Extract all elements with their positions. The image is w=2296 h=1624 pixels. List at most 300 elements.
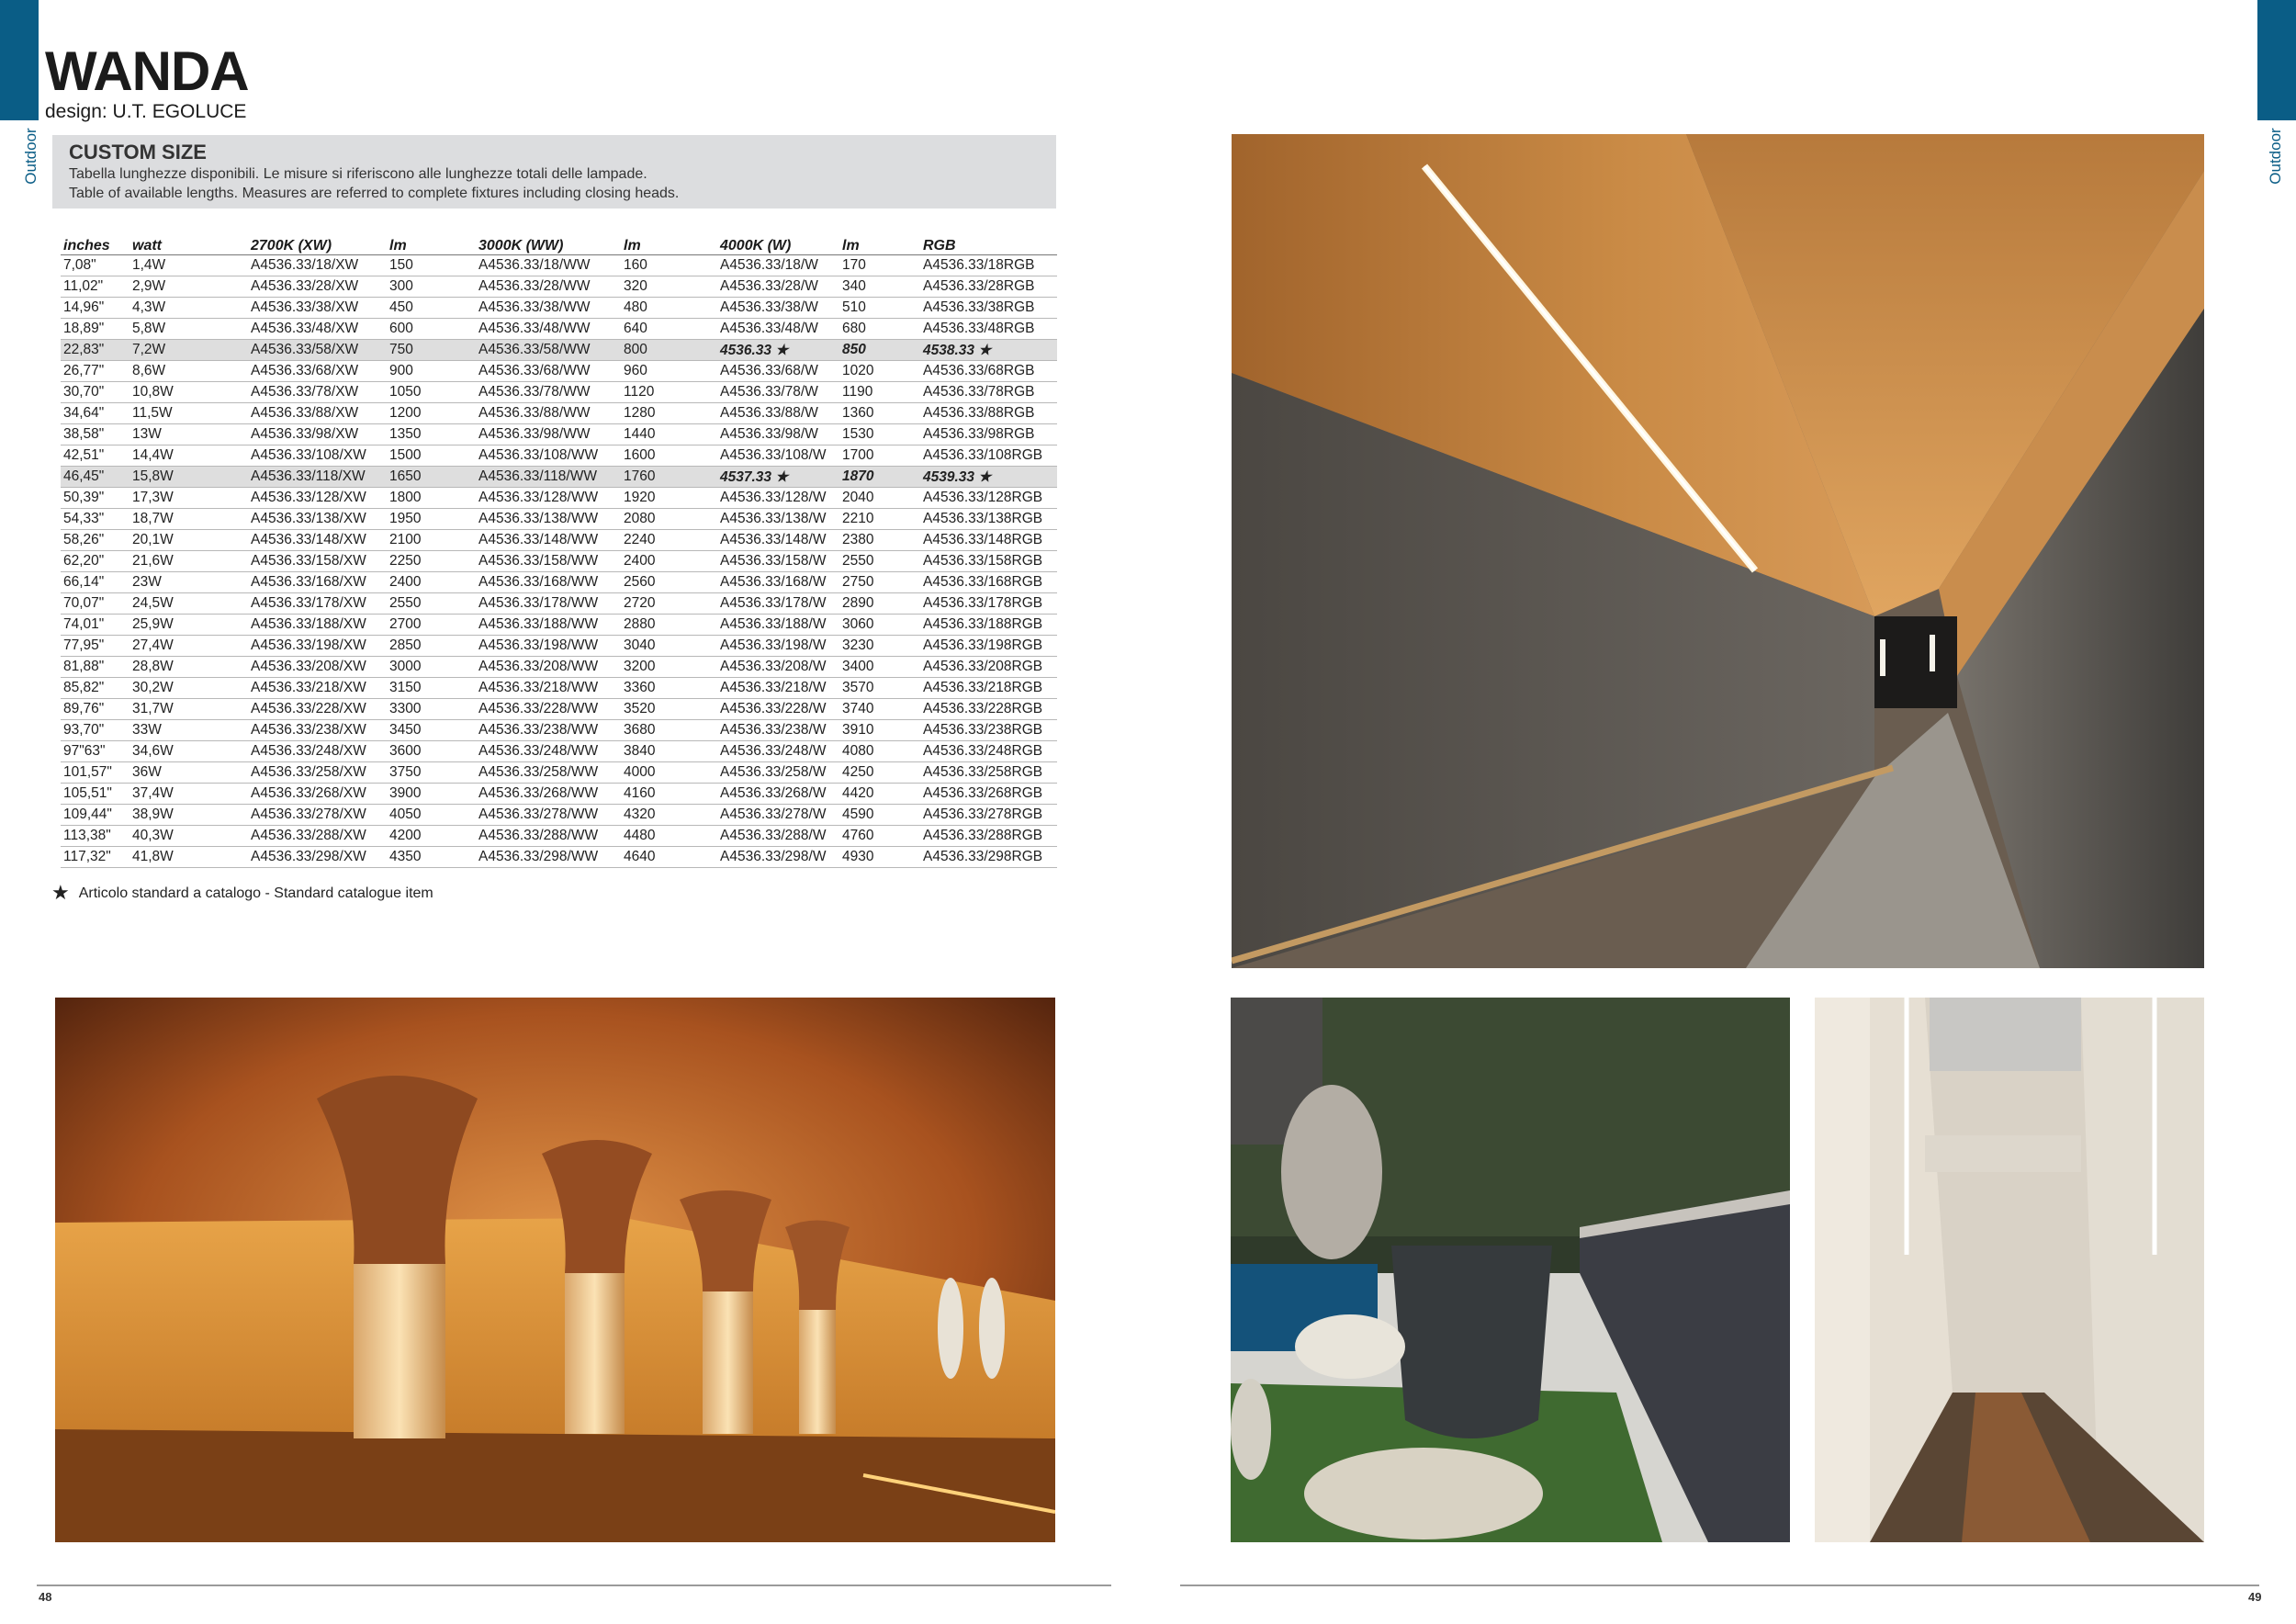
table-cell: A4536.33/58/XW (248, 340, 387, 361)
table-cell: 320 (621, 276, 717, 298)
table-cell: 3300 (387, 699, 476, 720)
table-row (61, 699, 1057, 720)
table-cell: A4536.33/248RGB (920, 741, 1057, 762)
table-cell: 2880 (621, 615, 717, 636)
table-cell: A4536.33/248/XW (248, 741, 387, 762)
table-cell: 62,20" (61, 551, 129, 572)
table-cell: 800 (621, 340, 717, 361)
table-cell: 4160 (621, 784, 717, 805)
footnote (51, 881, 433, 905)
table-cell: 960 (621, 361, 717, 382)
table-row (61, 741, 1057, 762)
table-cell: 36W (129, 762, 248, 784)
table-cell: 38,58" (61, 424, 129, 445)
table-cell: 23W (129, 572, 248, 593)
table-cell: 54,33" (61, 509, 129, 530)
table-cell: 2560 (621, 572, 717, 593)
table-cell: A4536.33/278/WW (476, 805, 621, 826)
table-cell: A4536.33/288RGB (920, 826, 1057, 847)
table-row (61, 403, 1057, 424)
table-cell: 8,6W (129, 361, 248, 382)
table-cell: A4536.33/218/W (717, 678, 839, 699)
table-cell: A4536.33/158/XW (248, 551, 387, 572)
table-cell: 28,8W (129, 657, 248, 678)
table-row (61, 826, 1057, 847)
table-row (61, 340, 1057, 361)
table-cell: 50,39" (61, 488, 129, 509)
table-cell: 2700 (387, 615, 476, 636)
table-row (61, 255, 1057, 276)
table-row (61, 657, 1057, 678)
table-cell: 2210 (839, 509, 920, 530)
table-cell: 31,7W (129, 699, 248, 720)
table-cell: 1120 (621, 382, 717, 403)
table-cell: A4536.33/28RGB (920, 276, 1057, 298)
table-cell: 4320 (621, 805, 717, 826)
table-cell: 450 (387, 298, 476, 319)
table-cell: A4536.33/18/XW (248, 255, 387, 276)
table-cell: 2750 (839, 572, 920, 593)
table-cell: 21,6W (129, 551, 248, 572)
table-cell: 4930 (839, 847, 920, 868)
table-cell: A4536.33/48RGB (920, 319, 1057, 340)
table-cell: 3040 (621, 636, 717, 657)
column-header: 4000K (W) (717, 238, 839, 255)
custom-size-line-en: Table of available lengths. Measures are referred to complete fixtures including closing heads. (69, 186, 680, 201)
table-cell: A4536.33/178RGB (920, 593, 1057, 615)
table-cell: 640 (621, 319, 717, 340)
table-cell: 1280 (621, 403, 717, 424)
table-cell: A4536.33/158/WW (476, 551, 621, 572)
table-cell: A4536.33/298/XW (248, 847, 387, 868)
table-row (61, 361, 1057, 382)
table-cell: 4420 (839, 784, 920, 805)
table-cell: 20,1W (129, 530, 248, 551)
table-cell: 1800 (387, 488, 476, 509)
table-cell: 4250 (839, 762, 920, 784)
table-cell: A4536.33/198RGB (920, 636, 1057, 657)
table-row (61, 551, 1057, 572)
table-cell: A4536.33/198/XW (248, 636, 387, 657)
table-cell: 46,45" (61, 467, 129, 488)
table-cell: 18,7W (129, 509, 248, 530)
custom-size-heading: CUSTOM SIZE (69, 141, 207, 164)
table-cell: 25,9W (129, 615, 248, 636)
table-cell: A4536.33/68/W (717, 361, 839, 382)
table-cell: 1350 (387, 424, 476, 445)
page-number-right: 49 (2248, 1590, 2262, 1604)
lengths-table (61, 238, 1057, 868)
column-header: lm (839, 238, 920, 255)
table-cell: A4536.33/108/XW (248, 445, 387, 467)
table-cell: A4536.33/148/W (717, 530, 839, 551)
table-cell: 2250 (387, 551, 476, 572)
table-cell: 1,4W (129, 255, 248, 276)
table-cell: A4536.33/228/W (717, 699, 839, 720)
table-cell: A4536.33/68/WW (476, 361, 621, 382)
table-cell: A4536.33/18RGB (920, 255, 1057, 276)
table-cell: 300 (387, 276, 476, 298)
table-row (61, 805, 1057, 826)
table-cell: A4536.33/128/W (717, 488, 839, 509)
table-cell: 7,08" (61, 255, 129, 276)
table-cell: 2720 (621, 593, 717, 615)
table-cell: A4536.33/28/XW (248, 276, 387, 298)
footnote-text: Articolo standard a catalogo - Standard catalogue item (78, 885, 433, 901)
table-cell: A4536.33/198/W (717, 636, 839, 657)
table-cell: 3680 (621, 720, 717, 741)
table-cell: A4536.33/48/W (717, 319, 839, 340)
table-cell: A4536.33/208/WW (476, 657, 621, 678)
table-cell: A4536.33/148RGB (920, 530, 1057, 551)
table-cell: 77,95" (61, 636, 129, 657)
table-cell: A4536.33/268/WW (476, 784, 621, 805)
table-cell: A4536.33/228/XW (248, 699, 387, 720)
table-cell: A4536.33/168/WW (476, 572, 621, 593)
table-row (61, 720, 1057, 741)
table-cell: 4000 (621, 762, 717, 784)
table-cell: A4536.33/18/W (717, 255, 839, 276)
table-cell: A4536.33/148/XW (248, 530, 387, 551)
table-cell: 3000 (387, 657, 476, 678)
table-cell: 4480 (621, 826, 717, 847)
table-cell: A4536.33/288/WW (476, 826, 621, 847)
table-cell: A4536.33/278RGB (920, 805, 1057, 826)
table-cell: A4536.33/168/XW (248, 572, 387, 593)
table-cell: 2400 (387, 572, 476, 593)
table-cell: 3230 (839, 636, 920, 657)
table-cell: A4536.33/248/WW (476, 741, 621, 762)
table-cell: 74,01" (61, 615, 129, 636)
section-label-left: Outdoor (22, 128, 39, 185)
table-cell: 1870 (839, 467, 920, 488)
table-row (61, 593, 1057, 615)
table-cell: 4,3W (129, 298, 248, 319)
table-cell: A4536.33/178/XW (248, 593, 387, 615)
table-cell: 15,8W (129, 467, 248, 488)
table-cell: 10,8W (129, 382, 248, 403)
table-cell: 34,6W (129, 741, 248, 762)
table-cell: A4536.33/98RGB (920, 424, 1057, 445)
table-cell: 160 (621, 255, 717, 276)
table-cell: 97"63" (61, 741, 129, 762)
table-cell: 37,4W (129, 784, 248, 805)
table-cell: 3740 (839, 699, 920, 720)
table-cell: 1600 (621, 445, 717, 467)
table-cell: 7,2W (129, 340, 248, 361)
designer-credit: design: U.T. EGOLUCE (45, 101, 247, 122)
table-cell: A4536.33/268/XW (248, 784, 387, 805)
table-cell: A4536.33/258/WW (476, 762, 621, 784)
table-cell: 14,96" (61, 298, 129, 319)
table-cell: 4590 (839, 805, 920, 826)
table-cell: A4536.33/48/XW (248, 319, 387, 340)
table-cell: A4536.33/218/XW (248, 678, 387, 699)
table-cell: 42,51" (61, 445, 129, 467)
table-cell: 3060 (839, 615, 920, 636)
table-cell: 150 (387, 255, 476, 276)
table-cell: A4536.33/188/XW (248, 615, 387, 636)
table-cell: A4536.33/208RGB (920, 657, 1057, 678)
table-cell: 1050 (387, 382, 476, 403)
table-cell: A4536.33/78RGB (920, 382, 1057, 403)
right-edge-tab (2257, 0, 2296, 120)
table-cell: 900 (387, 361, 476, 382)
table-cell: 170 (839, 255, 920, 276)
table-cell: 24,5W (129, 593, 248, 615)
table-cell: 2890 (839, 593, 920, 615)
table-cell: A4536.33/258/W (717, 762, 839, 784)
table-cell: 40,3W (129, 826, 248, 847)
table-cell: A4536.33/218RGB (920, 678, 1057, 699)
table-cell: 480 (621, 298, 717, 319)
table-cell: A4536.33/288/XW (248, 826, 387, 847)
table-cell: A4536.33/288/W (717, 826, 839, 847)
table-cell: A4536.33/248/W (717, 741, 839, 762)
table-row (61, 298, 1057, 319)
table-cell: A4536.33/188/W (717, 615, 839, 636)
table-cell: 340 (839, 276, 920, 298)
table-cell: A4536.33/268RGB (920, 784, 1057, 805)
table-cell: 14,4W (129, 445, 248, 467)
table-cell: 3520 (621, 699, 717, 720)
table-row (61, 847, 1057, 868)
table-row (61, 530, 1057, 551)
table-cell: 105,51" (61, 784, 129, 805)
table-cell: A4536.33/208/XW (248, 657, 387, 678)
table-cell: A4536.33/98/XW (248, 424, 387, 445)
footer-line-right (1180, 1585, 2259, 1586)
column-header: lm (387, 238, 476, 255)
corridor-photo (1232, 134, 2204, 968)
table-cell: 4537.33 ★ (717, 467, 839, 488)
table-cell: 113,38" (61, 826, 129, 847)
star-icon: ★ (51, 881, 70, 904)
table-cell: 2080 (621, 509, 717, 530)
table-cell: A4536.33/238/XW (248, 720, 387, 741)
table-cell: 1760 (621, 467, 717, 488)
custom-size-box (52, 135, 1056, 209)
table-cell: 101,57" (61, 762, 129, 784)
column-header: RGB (920, 238, 1057, 255)
table-row (61, 636, 1057, 657)
column-header: 3000K (WW) (476, 238, 621, 255)
table-cell: A4536.33/148/WW (476, 530, 621, 551)
table-cell: 85,82" (61, 678, 129, 699)
table-cell: 850 (839, 340, 920, 361)
table-cell: A4536.33/168/W (717, 572, 839, 593)
footer-line-left (37, 1585, 1111, 1586)
table-cell: A4536.33/18/WW (476, 255, 621, 276)
table-cell: 11,02" (61, 276, 129, 298)
table-cell: A4536.33/238/WW (476, 720, 621, 741)
table-cell: 3910 (839, 720, 920, 741)
table-cell: A4536.33/38/XW (248, 298, 387, 319)
table-cell: A4536.33/68RGB (920, 361, 1057, 382)
table-row (61, 784, 1057, 805)
table-cell: 3570 (839, 678, 920, 699)
table-row (61, 319, 1057, 340)
table-cell: 30,70" (61, 382, 129, 403)
table-cell: 81,88" (61, 657, 129, 678)
table-row (61, 276, 1057, 298)
table-cell: 1190 (839, 382, 920, 403)
table-cell: 3400 (839, 657, 920, 678)
table-cell: 2550 (839, 551, 920, 572)
table-row (61, 488, 1057, 509)
table-cell: A4536.33/108/WW (476, 445, 621, 467)
table-cell: A4536.33/108RGB (920, 445, 1057, 467)
table-cell: 510 (839, 298, 920, 319)
table-cell: 4760 (839, 826, 920, 847)
table-cell: A4536.33/98/WW (476, 424, 621, 445)
table-cell: 4350 (387, 847, 476, 868)
table-cell: 4080 (839, 741, 920, 762)
table-cell: A4536.33/218/WW (476, 678, 621, 699)
table-cell: 4050 (387, 805, 476, 826)
table-cell: 1020 (839, 361, 920, 382)
table-cell: A4536.33/228RGB (920, 699, 1057, 720)
courtyard-photo (1815, 998, 2204, 1542)
table-cell: A4536.33/128RGB (920, 488, 1057, 509)
table-cell: 41,8W (129, 847, 248, 868)
table-cell: A4536.33/168RGB (920, 572, 1057, 593)
table-cell: 2550 (387, 593, 476, 615)
table-cell: 3600 (387, 741, 476, 762)
table-cell: 1500 (387, 445, 476, 467)
table-cell: A4536.33/238/W (717, 720, 839, 741)
table-cell: 89,76" (61, 699, 129, 720)
table-row (61, 762, 1057, 784)
table-cell: A4536.33/88/W (717, 403, 839, 424)
column-header: inches (61, 238, 129, 255)
table-cell: 70,07" (61, 593, 129, 615)
table-cell: A4536.33/238RGB (920, 720, 1057, 741)
table-cell: A4536.33/28/W (717, 276, 839, 298)
table-cell: 4539.33 ★ (920, 467, 1057, 488)
table-cell: 2850 (387, 636, 476, 657)
table-cell: A4536.33/298RGB (920, 847, 1057, 868)
table-row (61, 467, 1057, 488)
table-cell: A4536.33/58/WW (476, 340, 621, 361)
table-cell: 1360 (839, 403, 920, 424)
table-cell: A4536.33/198/WW (476, 636, 621, 657)
custom-size-line-it: Tabella lunghezze disponibili. Le misure si riferiscono alle lunghezze totali delle lampade. (69, 166, 647, 182)
table-cell: A4536.33/228/WW (476, 699, 621, 720)
table-cell: 2240 (621, 530, 717, 551)
table-cell: 3840 (621, 741, 717, 762)
table-cell: 1530 (839, 424, 920, 445)
table-cell: A4536.33/188RGB (920, 615, 1057, 636)
table-cell: A4536.33/258/XW (248, 762, 387, 784)
table-cell: 18,89" (61, 319, 129, 340)
table-cell: 30,2W (129, 678, 248, 699)
section-label-right: Outdoor (2267, 128, 2284, 185)
table-cell: 3360 (621, 678, 717, 699)
table-row (61, 572, 1057, 593)
table-cell: 4536.33 ★ (717, 340, 839, 361)
table-cell: A4536.33/68/XW (248, 361, 387, 382)
table-cell: A4536.33/138/XW (248, 509, 387, 530)
table-cell: 2040 (839, 488, 920, 509)
table-cell: A4536.33/78/WW (476, 382, 621, 403)
table-cell: 4640 (621, 847, 717, 868)
table-cell: 26,77" (61, 361, 129, 382)
table-cell: A4536.33/128/XW (248, 488, 387, 509)
page-number-left: 48 (39, 1590, 52, 1604)
terrace-photo (1231, 998, 1790, 1542)
product-title: WANDA (45, 40, 249, 102)
table-cell: A4536.33/38RGB (920, 298, 1057, 319)
vaulted-cellar-photo (55, 998, 1055, 1542)
table-cell: A4536.33/118/WW (476, 467, 621, 488)
table-body (61, 255, 1057, 868)
table-cell: 4200 (387, 826, 476, 847)
table-cell: A4536.33/48/WW (476, 319, 621, 340)
table-header-row (61, 238, 1057, 255)
table-cell: 1920 (621, 488, 717, 509)
table-cell: A4536.33/88/WW (476, 403, 621, 424)
table-cell: A4536.33/298/WW (476, 847, 621, 868)
table-cell: 3750 (387, 762, 476, 784)
table-cell: 3900 (387, 784, 476, 805)
table-cell: 2100 (387, 530, 476, 551)
table-cell: A4536.33/278/W (717, 805, 839, 826)
table-cell: 117,32" (61, 847, 129, 868)
table-cell: 3450 (387, 720, 476, 741)
table-cell: 680 (839, 319, 920, 340)
table-cell: 66,14" (61, 572, 129, 593)
left-edge-tab (0, 0, 39, 120)
table-cell: A4536.33/78/XW (248, 382, 387, 403)
table-cell: 1200 (387, 403, 476, 424)
table-cell: A4536.33/128/WW (476, 488, 621, 509)
table-cell: 34,64" (61, 403, 129, 424)
table-cell: 600 (387, 319, 476, 340)
column-header: 2700K (XW) (248, 238, 387, 255)
table-cell: 3200 (621, 657, 717, 678)
table-cell: 4538.33 ★ (920, 340, 1057, 361)
table-cell: 1440 (621, 424, 717, 445)
table-cell: 58,26" (61, 530, 129, 551)
table-row (61, 382, 1057, 403)
table-cell: A4536.33/118/XW (248, 467, 387, 488)
table-cell: 3150 (387, 678, 476, 699)
table-cell: 13W (129, 424, 248, 445)
table-cell: 5,8W (129, 319, 248, 340)
table-cell: 750 (387, 340, 476, 361)
table-row (61, 509, 1057, 530)
table-cell: A4536.33/178/WW (476, 593, 621, 615)
table-cell: A4536.33/88/XW (248, 403, 387, 424)
table-cell: A4536.33/208/W (717, 657, 839, 678)
table-cell: A4536.33/78/W (717, 382, 839, 403)
table-row (61, 445, 1057, 467)
table-cell: A4536.33/188/WW (476, 615, 621, 636)
table-cell: A4536.33/138/W (717, 509, 839, 530)
table-cell: A4536.33/88RGB (920, 403, 1057, 424)
column-header: watt (129, 238, 248, 255)
table-cell: 1700 (839, 445, 920, 467)
table-cell: 2380 (839, 530, 920, 551)
table-cell: A4536.33/268/W (717, 784, 839, 805)
table-cell: 93,70" (61, 720, 129, 741)
column-header: lm (621, 238, 717, 255)
table-cell: 11,5W (129, 403, 248, 424)
table-cell: A4536.33/278/XW (248, 805, 387, 826)
table-cell: A4536.33/138RGB (920, 509, 1057, 530)
table-cell: A4536.33/158RGB (920, 551, 1057, 572)
